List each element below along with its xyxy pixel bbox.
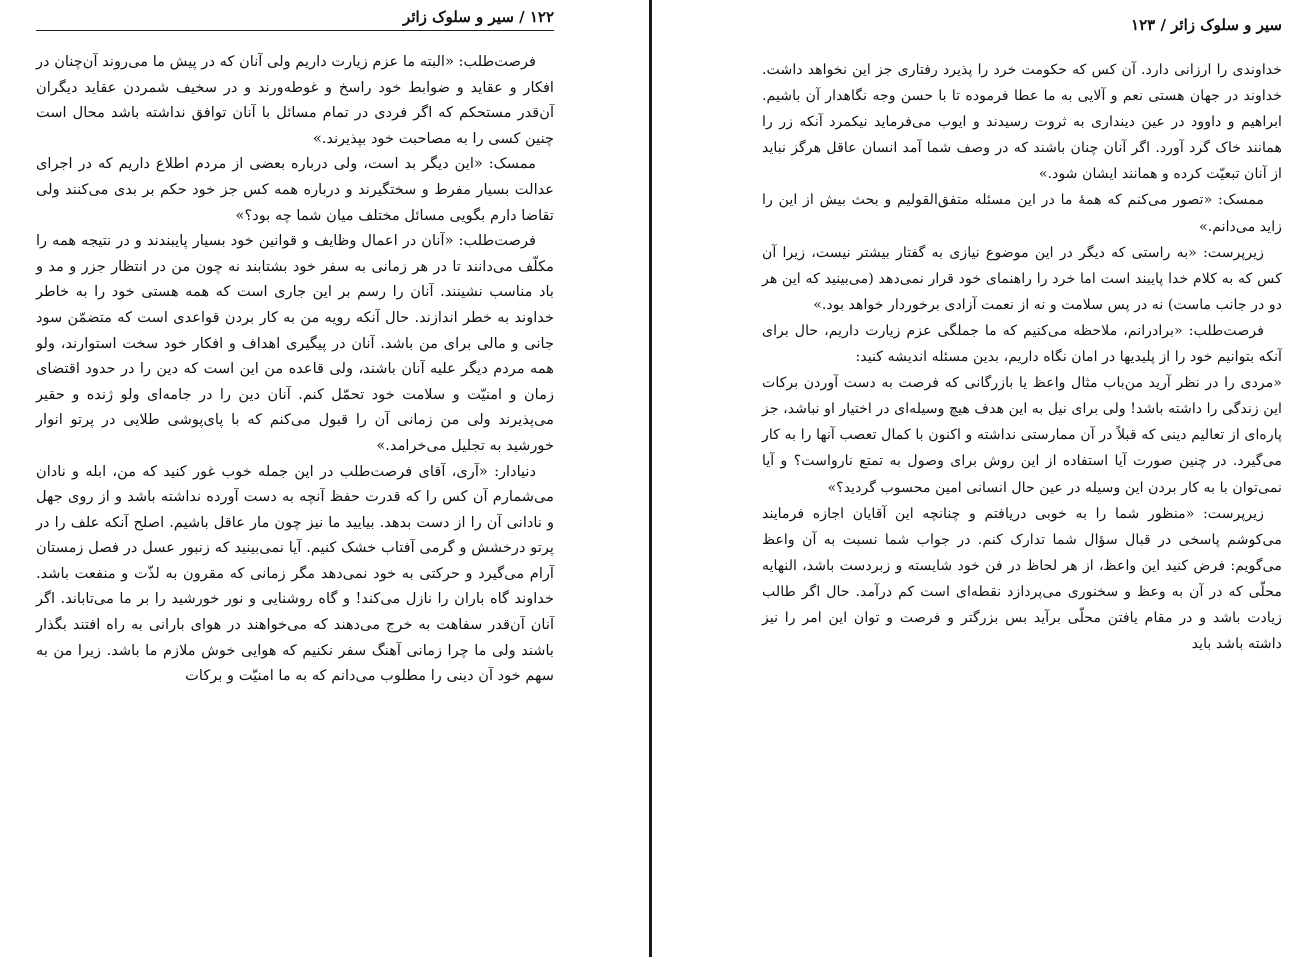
- paragraph: زیرپرست: «منظور شما را به خوبی دریافتم و چنانچه این آقایان اجازه فرمایند می‌کوشم پاسخی در قبال سؤال شما تدارک کنم. در جواب شما نسبت به آن واعظ می‌گویم: فرض کنید این واعظ، از هر لحاظ در فن خود شایسته و زبردست باشد، النهایه محلّی که در آن به وعظ و سخنوری می‌پردازد نقطه‌ای است کم درآمد. حال اگر طالب زیادت باشد و در مقام یافتن محلّی برآید بس بزرگتر و فرصت و توان این امر را نیز داشته باشد باید: [762, 505, 1282, 653]
- quoted-passage: «مردی را در نظر آرید من‌باب مثال واعظ یا بازرگانی که فرصت به دست آوردن برکات این زندگی را داشته باشد! ولی برای نیل به این هدف هیچ وسیله‌ای در اختیار او نباشد، جز پاره‌ای از تعالیم دینی که قبلاً در آن ممارستی نداشته و اکنون با کمال تعصب آنها را به کار می‌گیرد. در چنین صورت آیا استفاده از این روش برای وصول به تمتع نارواست؟ و آیا نمی‌توان با به کار بردن این وسیله در عین حال انسانی امین محسوب گردید؟»: [762, 375, 1282, 496]
- page-gutter-divider: [649, 0, 652, 957]
- page-header: سیر و سلوک زائر / ۱۲۳: [1131, 16, 1282, 34]
- page-body: [36, 49, 554, 689]
- paragraph: ممسک: «این دیگر بد است، ولی درباره بعضی از مردم اطلاع داریم که در اجرای عدالت بسیار مفرط و سختگیرند و درباره همه کس جز خود حکم بر بدی می‌کنند ولی تقاضا دارم بگویی مسائل مختلف میان شما چه بود؟»: [36, 155, 554, 224]
- paragraph: زیرپرست: «به راستی که دیگر در این موضوع نیازی به گفتار بیشتر نیست، زیرا آن کس که به کلام خدا پایبند است اما خرد را راهنمای خود قرار نمی‌دهد (می‌بینید که این هر دو در جانب ماست) نه در پس سلامت و نه از نعمت آزادی برخوردار خواهد بود.»: [762, 244, 1282, 313]
- right-page: [762, 0, 1282, 957]
- left-page: [36, 0, 554, 957]
- paragraph: دنیادار: «آری، آقای فرصت‌طلب در این جمله خوب غور کنید که من، ابله و نادان می‌شمارم آن کس را که قدرت حفظ آنچه به دست آورده نداشته باشد و از روی جهل و نادانی آن را از دست بدهد. بیایید ما نیز چون مار عاقل باشیم. اصلح آنکه علف را در پرتو درخشش و گرمی آفتاب خشک کنیم. آیا نمی‌بینید که زنبور عسل در فصل زمستان آرام می‌گیرد و حرکتی به خود نمی‌دهد مگر زمانی که مقرون به لذّت و منفعت باشد. خداوند گاه باران را نازل می‌کند! و گاه روشنایی و نور خورشید را بر ما می‌تاباند. اگر آنان آن‌قدر سفاهت به خرج می‌دهند که می‌خواهند در هوای بارانی به راه افتند بگذار باشند ولی ما چرا زمانی آهنگ سفر نکنیم که هوایی خوش ملازم ما باشد. زیرا من به سهم خود آن دینی را مطلوب می‌دانم که به ما امنیّت و برکات: [36, 462, 554, 685]
- paragraph: فرصت‌طلب: «البته ما عزم زیارت داریم ولی آنان که در پیش ما می‌روند آن‌چنان در افکار و عقاید و ضوابط خود راسخ و غوطه‌ورند و در سخیف شمردن عقاید دیگران آن‌قدر مستحکم که اگر فردی در تمام مسائل با آنان توافق نداشته باشد محال است چنین کسی را به مصاحبت خود بپذیرند.»: [36, 53, 554, 147]
- paragraph: خداوندی را ارزانی دارد. آن کس که حکومت خرد را پذیرد رفتاری جز این نخواهد داشت. خداوند در جهان هستی نعم و آلایی به ما عطا فرموده تا با حسن وجه نگاهدار آن باشیم. ابراهیم و داوود در عین دینداری به ثروت رسیدند و ایوب می‌فرماید نیکمرد آنکه زر را همانند خاک گرد آورد. اگر آنان چنان باشند که در وصف شما آمد انسان عاقل هرگز نباید از آنان تبعیّت کرده و همانند ایشان شود.»: [762, 62, 1282, 183]
- paragraph: فرصت‌طلب: «آنان در اعمال وظایف و قوانین خود بسیار پایبندند و در نتیجه همه را مکلّف می‌دانند تا در هر زمانی به سفر خود بشتابند نه چون من در انتظار جزر و مد و باد مناسب نشینند. آنان را رسم بر این جاری است که همه هستی خود را به خاطر خداوند به خطر اندازند. حال آنکه رویه من به کار بردن قواعدی است که متضمّن سود جانی و مالی برای من باشد. آنان در پیگیری اهداف و افکار خود سخت استوارند، ولو همه مردم دیگر علیه آنان باشند، ولی قاعده من این است که دین را در حدود اقتضای زمان و امنیّت و سلامت خود تحمّل کنم. آنان دین را در جامه‌ای ولو ژنده و حقیر می‌پذیرند ولی من زمانی آن را قبول می‌کنم که با پای‌پوشی طلایی در پرتو انوار خورشید به تجلیل می‌خرامد.»: [36, 232, 554, 454]
- paragraph: فرصت‌طلب: «برادرانم، ملاحظه می‌کنیم که ما جملگی عزم زیارت داریم، حال برای آنکه بتوانیم خود را از پلیدیها در امان نگاه داریم، بدین مسئله اندیشه کنید:: [762, 322, 1282, 366]
- paragraph: ممسک: «تصور می‌کنم که همهٔ ما در این مسئله متفق‌القولیم و بحث بیش از این را زاید می‌دانم.»: [762, 192, 1282, 235]
- page-body: [762, 57, 1282, 657]
- page-header: ۱۲۲ / سیر و سلوک زائر: [36, 4, 554, 31]
